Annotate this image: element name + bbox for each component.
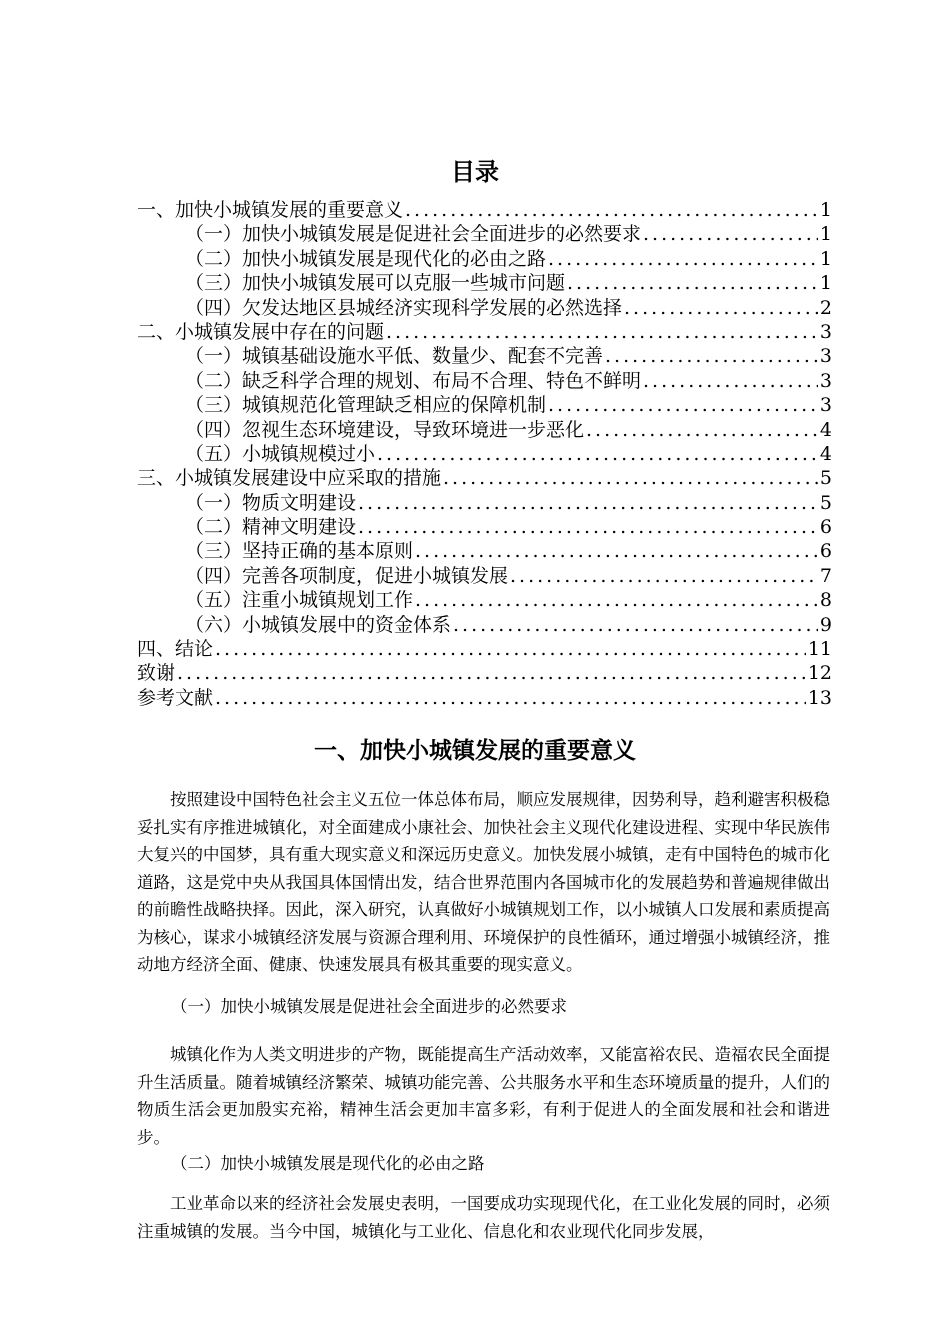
toc-entry-text: 致谢: [137, 662, 176, 685]
toc-entry: [137, 539, 832, 563]
toc-entry-text: （六）小城镇发展中的资金体系: [185, 613, 452, 636]
toc-entry-text: （二）缺乏科学合理的规划、布局不合理、特色不鲜明: [185, 369, 642, 392]
toc-page-number: 7: [819, 564, 832, 587]
toc-leader-dots: [624, 296, 818, 320]
toc-leader-dots: [443, 466, 818, 490]
toc-leader-dots: [405, 198, 818, 222]
toc-entry: [137, 686, 832, 710]
toc-entry-text: 三、小城镇发展建设中应采取的措施: [137, 467, 442, 490]
toc-entry: [137, 198, 832, 222]
toc-page-number: 3: [819, 345, 832, 368]
toc-page-number: 1: [819, 247, 832, 270]
toc-leader-dots: [415, 539, 818, 563]
toc-entry-text: （二）精神文明建设: [185, 516, 357, 539]
toc-entry-text: （四）完善各项制度，促进小城镇发展: [185, 564, 509, 587]
toc-entry: [137, 491, 832, 515]
toc-leader-dots: [586, 418, 818, 442]
toc-page-number: 1: [819, 272, 832, 295]
toc-leader-dots: [567, 271, 818, 295]
section-heading: 一、加快小城镇发展的重要意义: [314, 737, 636, 764]
toc-entry: [137, 515, 832, 539]
toc-entry: [137, 588, 832, 612]
table-of-contents: [137, 198, 832, 710]
toc-page-number: 6: [819, 540, 832, 563]
toc-entry: [137, 296, 832, 320]
subsection-paragraph-2: 工业革命以来的经济社会发展史表明，一国要成功实现现代化，在工业化发展的同时，必须注重城镇的发展。当今中国，城镇化与工业化、信息化和农业现代化同步发展，: [137, 1194, 830, 1241]
toc-leader-dots: [386, 320, 818, 344]
toc-page-number: 9: [819, 613, 832, 636]
toc-entry: [137, 344, 832, 368]
toc-entry-text: （一）加快小城镇发展是促进社会全面进步的必然要求: [185, 223, 642, 246]
toc-page-number: 8: [819, 589, 832, 612]
toc-entry-text: （三）坚持正确的基本原则: [185, 540, 414, 563]
toc-leader-dots: [548, 393, 818, 417]
toc-entry: [137, 661, 832, 685]
toc-leader-dots: [453, 613, 818, 637]
toc-entry: [137, 247, 832, 271]
toc-entry-text: 一、加快小城镇发展的重要意义: [137, 199, 404, 221]
toc-title: 目录: [451, 157, 499, 186]
intro-paragraph: 按照建设中国特色社会主义五位一体总体布局，顺应发展规律，因势利导，趋利避害积极稳妥扎实有序推进城镇化，对全面建成小康社会、加快社会主义现代化建设进程、实现中华民族伟大复兴的中国梦，具有重大现实意义和深远历史意义。加快发展小城镇，走有中国特色的城市化道路，这是党中央从我国具体国情出发，结合世界范围内各国城市化的发展趋势和普遍规律做出的前瞻性战略抉择。因此，深入研究，认真做好小城镇规划工作，以小城镇人口发展和素质提高为核心，谋求小城镇经济发展与资源合理利用、环境保护的良性循环，通过增强小城镇经济，推动地方经济全面、健康、快速发展具有极其重要的现实意义。: [137, 790, 830, 974]
toc-page-number: 2: [819, 296, 832, 319]
toc-entry-text: （五）注重小城镇规划工作: [185, 589, 414, 612]
toc-entry-text: （一）物质文明建设: [185, 491, 357, 514]
toc-page-number: 11: [807, 638, 832, 661]
toc-entry: [137, 564, 832, 588]
toc-entry: [137, 418, 832, 442]
toc-leader-dots: [605, 344, 818, 368]
toc-entry-text: （四）欠发达地区县城经济实现科学发展的必然选择: [185, 296, 623, 319]
toc-entry: [137, 369, 832, 393]
toc-entry: [137, 320, 832, 344]
toc-entry: [137, 393, 832, 417]
toc-leader-dots: [548, 247, 818, 271]
toc-entry: [137, 271, 832, 295]
toc-page-number: 3: [819, 394, 832, 417]
toc-entry-text: （五）小城镇规模过小: [185, 442, 376, 465]
toc-leader-dots: [358, 515, 818, 539]
toc-page-number: 1: [819, 223, 832, 246]
toc-entry-text: 二、小城镇发展中存在的问题: [137, 320, 385, 343]
toc-entry-text: （四）忽视生态环境建设，导致环境进一步恶化: [185, 418, 585, 441]
subsection-paragraph-1: 城镇化作为人类文明进步的产物，既能提高生产活动效率，又能富裕农民、造福农民全面提升生活质量。随着城镇经济繁荣、城镇功能完善、公共服务水平和生态环境质量的提升，人们的物质生活会更加殷实充裕，精神生活会更加丰富多彩，有利于促进人的全面发展和社会和谐进步。: [137, 1045, 830, 1147]
toc-leader-dots: [643, 369, 818, 393]
toc-leader-dots: [415, 588, 818, 612]
toc-page-number: 5: [819, 467, 832, 490]
toc-leader-dots: [510, 564, 818, 588]
toc-entry-text: （一）城镇基础设施水平低、数量少、配套不完善: [185, 345, 604, 368]
toc-entry-text: （三）加快小城镇发展可以克服一些城市问题: [185, 272, 566, 295]
toc-leader-dots: [215, 637, 806, 661]
toc-page-number: 6: [819, 516, 832, 539]
subsection-title-2: （二）加快小城镇发展是现代化的必由之路: [171, 1154, 485, 1173]
toc-leader-dots: [643, 222, 818, 246]
toc-page-number: 3: [819, 320, 832, 343]
toc-page-number: 4: [819, 418, 832, 441]
subsection-title-1: （一）加快小城镇发展是促进社会全面进步的必然要求: [171, 997, 567, 1016]
toc-page-number: 1: [819, 199, 832, 221]
toc-entry-text: 参考文献: [137, 686, 214, 709]
toc-leader-dots: [177, 661, 806, 685]
toc-entry: [137, 637, 832, 661]
toc-leader-dots: [358, 491, 818, 515]
toc-entry: [137, 466, 832, 490]
toc-page-number: 3: [819, 369, 832, 392]
toc-page-number: 4: [819, 442, 832, 465]
toc-page-number: 13: [807, 686, 832, 709]
toc-entry: [137, 442, 832, 466]
toc-leader-dots: [377, 442, 818, 466]
toc-entry-text: 四、结论: [137, 638, 214, 661]
toc-entry-text: （二）加快小城镇发展是现代化的必由之路: [185, 247, 547, 270]
toc-page-number: 5: [819, 491, 832, 514]
toc-entry: [137, 613, 832, 637]
toc-entry-text: （三）城镇规范化管理缺乏相应的保障机制: [185, 394, 547, 417]
toc-leader-dots: [215, 686, 806, 710]
toc-page-number: 12: [807, 662, 832, 685]
toc-entry: [137, 222, 832, 246]
